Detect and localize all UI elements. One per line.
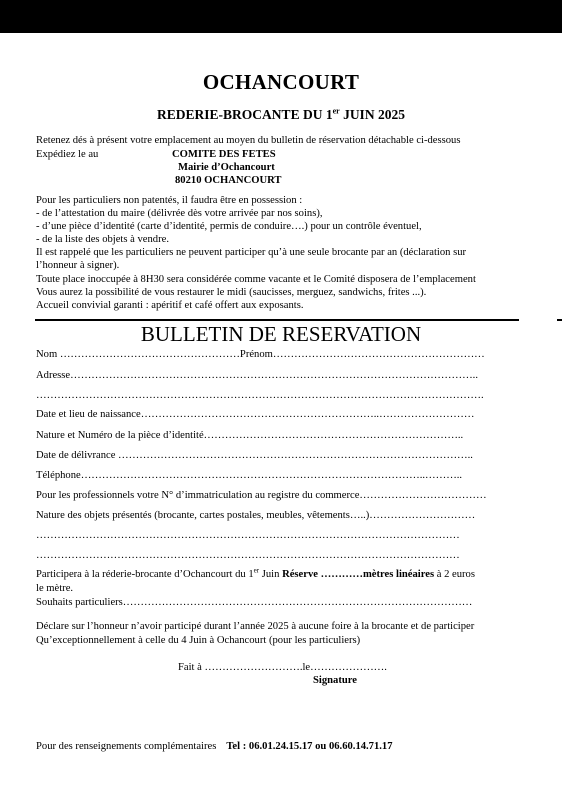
id-document-field[interactable]: Nature et Numéro de la pièce d’identité……………………………………………………………….. bbox=[36, 430, 464, 441]
rules-line: Vous aurez la possibilité de vous restaurer le midi (saucisses, merguez, sandwichs, frites ...). bbox=[36, 287, 427, 298]
participation-line[interactable]: Participera à la réderie-brocante d’Ochancourt du 1er Juin Réserve …………mètres linéaires à 2 euros bbox=[36, 566, 475, 580]
rules-line: - de l’attestation du maire (délivrée dès votre arrivée par nos soins), bbox=[36, 208, 323, 219]
top-black-bar bbox=[0, 0, 562, 33]
cut-mark bbox=[557, 319, 562, 321]
footer-info-label: Pour des renseignements complémentaires bbox=[36, 741, 217, 752]
objects-field-continued[interactable]: ………………………………………………………………………………………………………… bbox=[36, 550, 460, 561]
address-city: 80210 OCHANCOURT bbox=[175, 175, 282, 186]
rules-line: l’honneur à signer). bbox=[36, 260, 120, 271]
participation-line-continued: le mètre. bbox=[36, 583, 74, 594]
declaration-line: Déclare sur l’honneur n’avoir participé durant l’année 2025 à aucune foire à la brocante et de participer bbox=[36, 621, 475, 632]
signature-label: Signature bbox=[313, 675, 357, 686]
issue-date-field[interactable]: Date de délivrance ……………………………………………………………………………………….. bbox=[36, 450, 473, 461]
rules-line: Toute place inoccupée à 8H30 sera considérée comme vacante et le Comité disposera de l’emplacement bbox=[36, 274, 476, 285]
address-field[interactable]: Adresse…………………………………………………………………………………………………….. bbox=[36, 370, 478, 381]
phone-field[interactable]: Téléphone……………………………………………………………………………………..……….. bbox=[36, 470, 463, 481]
footer-phone: Tel : 06.01.24.15.17 ou 06.60.14.71.17 bbox=[226, 741, 393, 752]
declaration-line: Qu’exceptionnellement à celle du 4 Juin à Ochancourt (pour les particuliers) bbox=[36, 635, 361, 646]
rules-line: Il est rappelé que les particuliers ne peuvent participer qu’à une seule brocante par an (déclaration sur bbox=[36, 247, 467, 258]
rules-line: Accueil convivial garanti : apéritif et café offert aux exposants. bbox=[36, 300, 304, 311]
name-field[interactable]: Nom ……………………………………………Prénom…………………………………………………… bbox=[36, 349, 485, 360]
place-date-field[interactable]: Fait à ……………………….le…………………. bbox=[178, 662, 387, 673]
objects-field[interactable]: Nature des objets présentés (brocante, cartes postales, meubles, vêtements…..)………………………… bbox=[36, 510, 476, 521]
birth-field[interactable]: Date et lieu de naissance…………………………………………………………..……………………… bbox=[36, 409, 475, 420]
send-label: Expédiez le au bbox=[36, 149, 99, 160]
wishes-field[interactable]: Souhaits particuliers……………………………………………………………………………………… bbox=[36, 597, 473, 608]
address-field-continued[interactable]: ………………………………………………………………………………………………………………. bbox=[36, 390, 484, 401]
intro-line: Retenez dés à présent votre emplacement au moyen du bulletin de réservation détachable ci-dessous bbox=[36, 135, 461, 146]
page-title: OCHANCOURT bbox=[202, 70, 360, 94]
rules-line: Pour les particuliers non patentés, il faudra être en possession : bbox=[36, 195, 303, 206]
registry-number-field[interactable]: Pour les professionnels votre N° d’immatriculation au registre du commerce……………………………… bbox=[36, 490, 487, 501]
rules-line: - de la liste des objets à vendre. bbox=[36, 234, 169, 245]
objects-field-continued[interactable]: ………………………………………………………………………………………………………… bbox=[36, 530, 460, 541]
address-committee: COMITE DES FETES bbox=[172, 149, 276, 160]
footer-info bbox=[36, 741, 393, 752]
bulletin-heading: BULLETIN DE RESERVATION bbox=[140, 322, 422, 346]
page-subtitle: REDERIE-BROCANTE DU 1er JUIN 2025 bbox=[157, 106, 405, 122]
section-divider bbox=[35, 319, 519, 321]
rules-line: - d’une pièce d’identité (carte d’identité, permis de conduire….) pour un contrôle éventuel, bbox=[36, 221, 422, 232]
address-mairie: Mairie d’Ochancourt bbox=[178, 162, 275, 173]
